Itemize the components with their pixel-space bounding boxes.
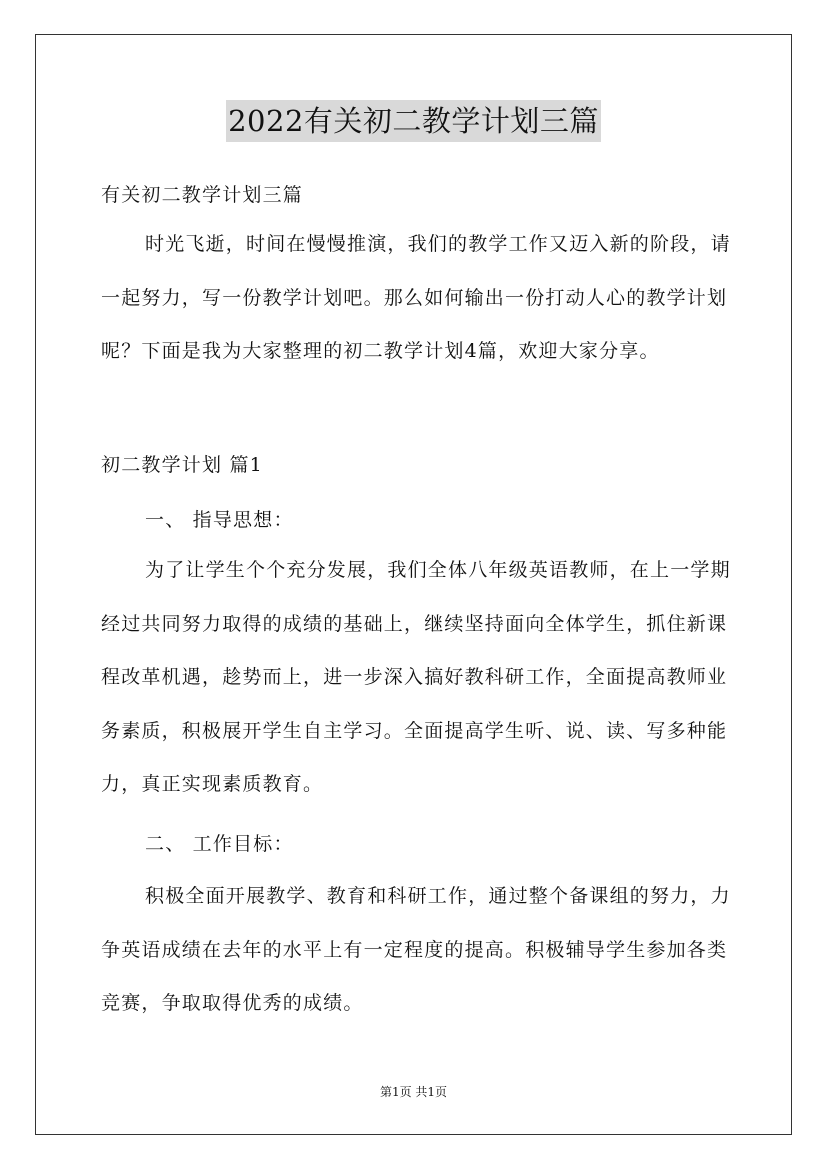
- intro-paragraph: 时光飞逝，时间在慢慢推演，我们的教学工作又迈入新的阶段，请一起努力，写一份教学计划吧。那么如何输出一份打动人心的教学计划呢？下面是我为大家整理的初二教学计划4篇，欢迎大家分享。: [101, 233, 731, 362]
- part1-body: 为了让学生个个充分发展，我们全体八年级英语教师，在上一学期经过共同努力取得的成绩的基础上，继续坚持面向全体学生，抓住新课程改革机遇，趁势而上，进一步深入搞好教科研工作，全面提高教师业务素质，积极展开学生自主学习。全面提高学生听、说、读、写多种能力，真正实现素质教育。: [101, 559, 731, 795]
- title-container: [0, 100, 827, 142]
- part1-heading: 一、 指导思想：: [145, 509, 294, 531]
- page-footer: 第1页 共1页: [379, 1085, 448, 1099]
- part2-body: 积极全面开展教学、教育和科研工作，通过整个备课组的努力，力争英语成绩在去年的水平上有一定程度的提高。积极辅导学生参加各类竞赛，争取取得优秀的成绩。: [101, 885, 731, 1014]
- document-title: 2022有关初二教学计划三篇: [226, 100, 601, 142]
- section-heading: 初二教学计划 篇1: [101, 454, 263, 476]
- part2-heading: 二、 工作目标：: [145, 833, 294, 855]
- document-subtitle: 有关初二教学计划三篇: [101, 184, 304, 206]
